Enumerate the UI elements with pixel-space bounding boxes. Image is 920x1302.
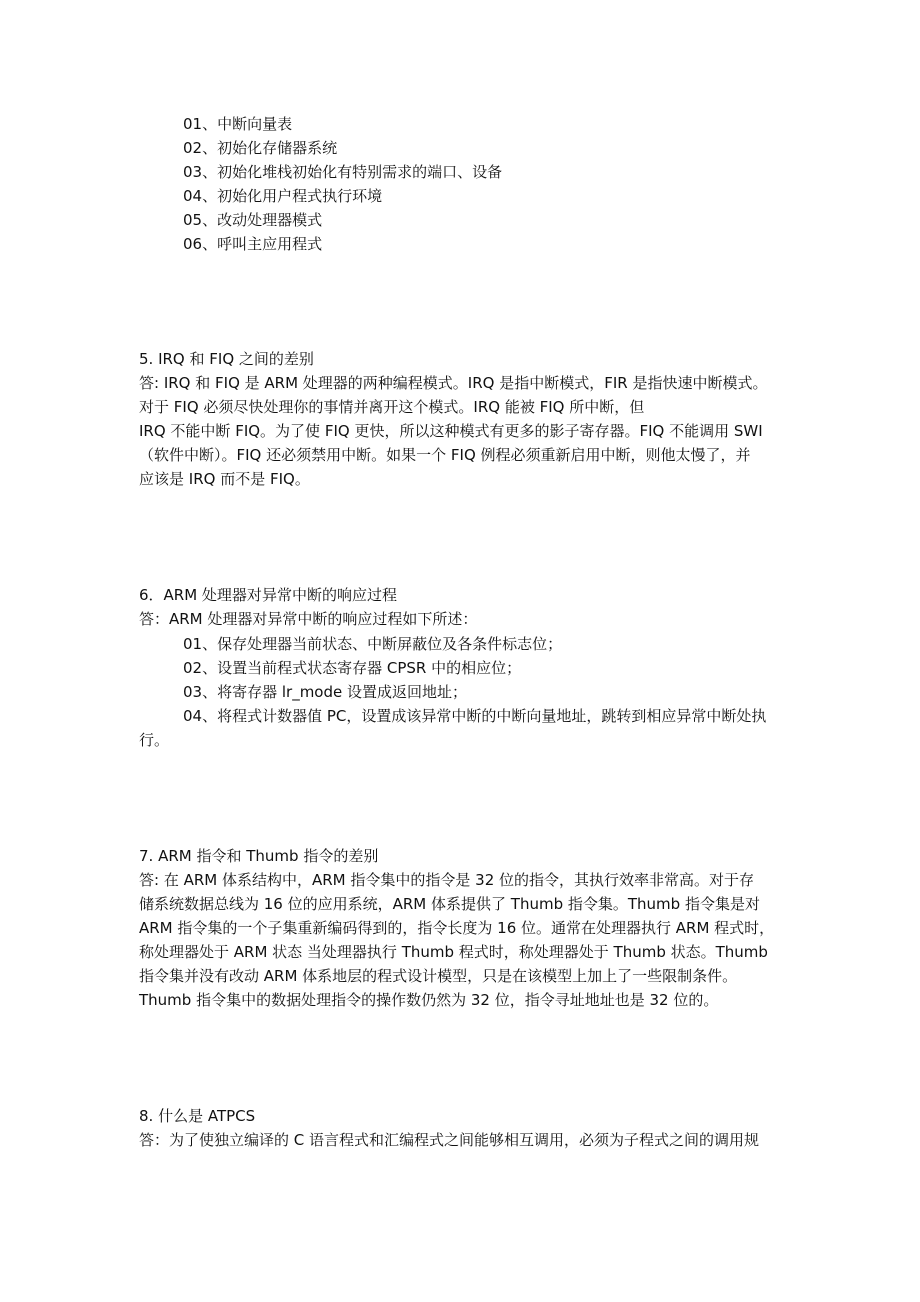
question-6-intro: 答：ARM 处理器对异常中断的响应过程如下所述： xyxy=(139,610,478,628)
question-8-title: 8. 什么是 ATPCS xyxy=(139,1107,256,1125)
question-7-title: 7. ARM 指令和 Thumb 指令的差别 xyxy=(139,847,379,865)
boot-step-6: 06、呼叫主应用程式 xyxy=(183,235,323,253)
question-6-step-4: 04、将程式计数器值 PC，设置成该异常中断的中断向量地址，跳转到相应异常中断处执 xyxy=(183,707,767,725)
question-6-title: 6．ARM 处理器对异常中断的响应过程 xyxy=(139,586,397,604)
question-7-answer-line-2: 储系统数据总线为 16 位的应用系统，ARM 体系提供了 Thumb 指令集。Thumb 指令集是对 xyxy=(139,895,760,913)
question-6-step-4-wrap: 行。 xyxy=(139,731,170,749)
boot-step-3: 03、初始化堆栈初始化有特别需求的端口、设备 xyxy=(183,163,503,181)
question-7-answer-line-5: 指令集并没有改动 ARM 体系地层的程式设计模型，只是在该模型上加上了一些限制条件。 xyxy=(139,967,738,985)
question-5-answer-line-1: 答: IRQ 和 FIQ 是 ARM 处理器的两种编程模式。IRQ 是指中断模式，FIR 是指快速中断模式。 xyxy=(139,374,768,392)
question-6-step-3: 03、将寄存器 lr_mode 设置成返回地址； xyxy=(183,683,467,701)
question-5-answer-line-3: IRQ 不能中断 FIQ。为了使 FIQ 更快，所以这种模式有更多的影子寄存器。FIQ 不能调用 SWI xyxy=(139,422,763,440)
question-7-answer-line-3: ARM 指令集的一个子集重新编码得到的，指令长度为 16 位。通常在处理器执行 ARM 程式时， xyxy=(139,919,775,937)
question-6-step-2: 02、设置当前程式状态寄存器 CPSR 中的相应位； xyxy=(183,659,522,677)
question-7-answer-line-4: 称处理器处于 ARM 状态 当处理器执行 Thumb 程式时，称处理器处于 Thumb 状态。Thumb xyxy=(139,943,768,961)
question-5-answer-line-4: （软件中断）。FIQ 还必须禁用中断。如果一个 FIQ 例程必须重新启用中断，则他太慢了，并 xyxy=(139,446,751,464)
question-7-answer-line-1: 答: 在 ARM 体系结构中，ARM 指令集中的指令是 32 位的指令，其执行效率非常高。对于存 xyxy=(139,871,755,889)
boot-step-5: 05、改动处理器模式 xyxy=(183,211,323,229)
boot-step-1: 01、中断向量表 xyxy=(183,115,293,133)
question-5-title: 5. IRQ 和 FIQ 之间的差别 xyxy=(139,350,314,368)
question-5-answer-line-5: 应该是 IRQ 而不是 FIQ。 xyxy=(139,470,310,488)
question-8-answer-line-1: 答：为了使独立编译的 C 语言程式和汇编程式之间能够相互调用，必须为子程式之间的调用规 xyxy=(139,1131,760,1149)
boot-step-4: 04、初始化用户程式执行环境 xyxy=(183,187,383,205)
boot-step-2: 02、初始化存储器系统 xyxy=(183,139,338,157)
question-6-step-1: 01、保存处理器当前状态、中断屏蔽位及各条件标志位； xyxy=(183,635,563,653)
question-5-answer-line-2: 对于 FIQ 必须尽快处理你的事情并离开这个模式。IRQ 能被 FIQ 所中断，但 xyxy=(139,398,645,416)
question-7-answer-line-6: Thumb 指令集中的数据处理指令的操作数仍然为 32 位，指令寻址地址也是 32 位的。 xyxy=(139,991,719,1009)
